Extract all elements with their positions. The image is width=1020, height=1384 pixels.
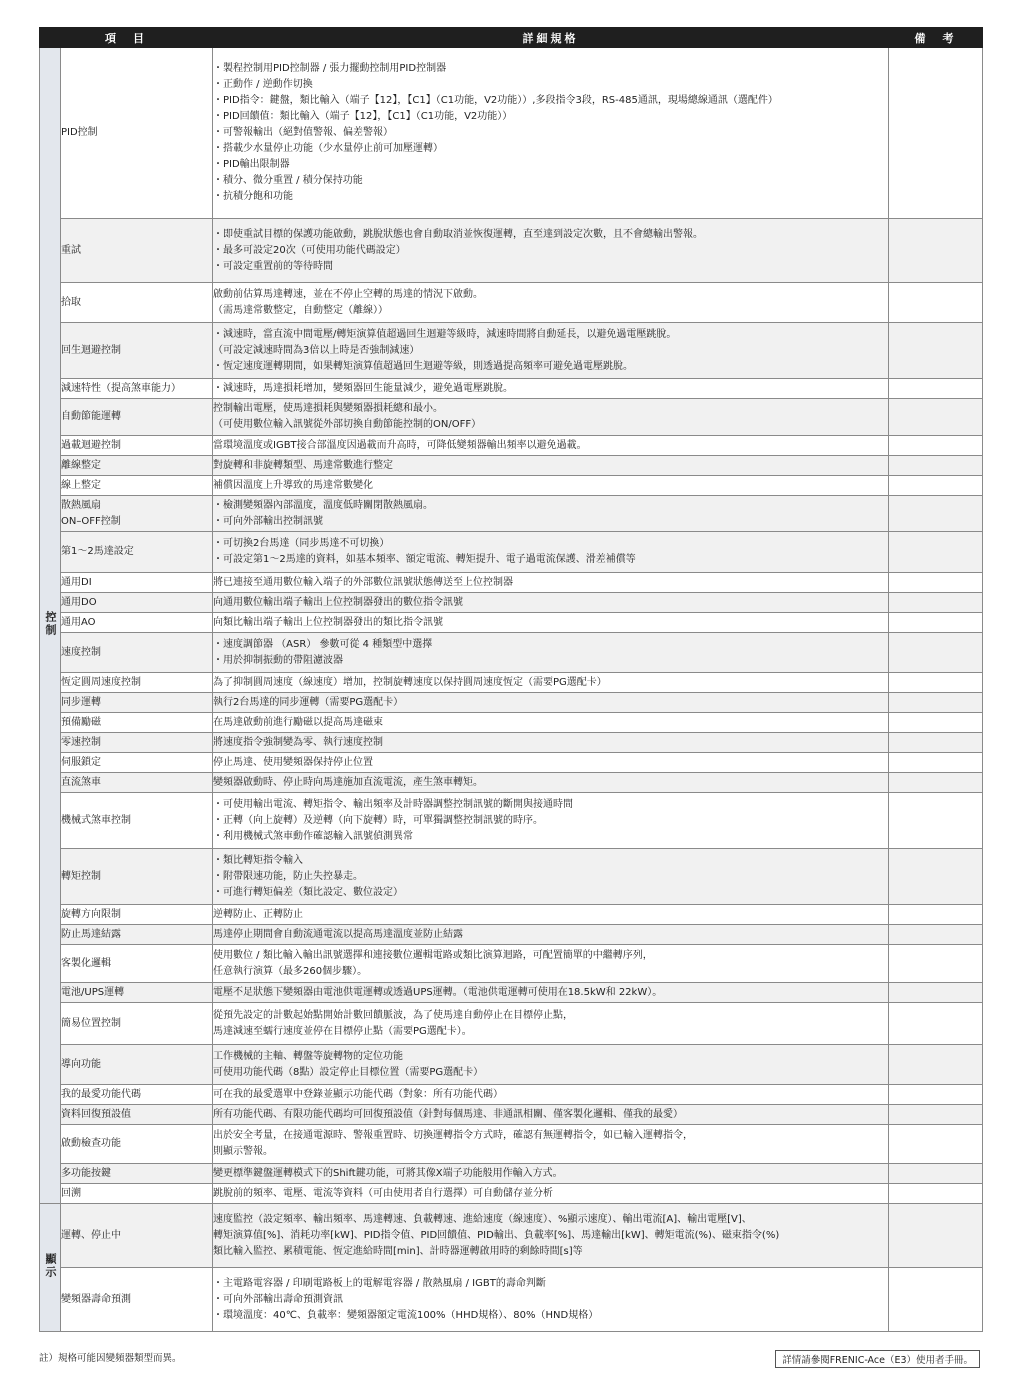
detail-cell: [213, 1164, 889, 1184]
note-cell: [889, 456, 983, 476]
item-label: 減速特性（提高煞車能力）: [61, 382, 181, 394]
detail-line: ・搭載少水量停止功能（少水量停止前可加壓運轉）: [213, 143, 443, 154]
note-cell: [889, 1045, 983, 1085]
detail-line: ・PID回饋值：類比輸入（端子【12】，【C1】（C1功能，V2功能））: [213, 111, 513, 122]
spec-row: [40, 753, 983, 773]
item-label: 自動節能運轉: [61, 411, 121, 422]
detail-cell: [213, 983, 889, 1003]
item-label: 運轉、停止中: [61, 1229, 121, 1241]
note-cell: [889, 713, 983, 733]
detail-line: ・速度調節器 （ASR） 參數可從 4 種類型中選擇: [213, 638, 433, 650]
item-label: 通用DI: [61, 576, 92, 588]
spec-row: [40, 219, 983, 283]
spec-row: [40, 925, 983, 945]
detail-line: 速度監控（設定頻率、輸出頻率、馬達轉速、負載轉速、進給速度（線速度）、%顯示速度）、輸出電流[A]、輸出電壓[V]、: [213, 1213, 752, 1225]
item-label: 導向功能: [61, 1058, 101, 1070]
item-cell: [61, 1268, 213, 1332]
detail-line: ・可設定重置前的等待時間: [213, 260, 333, 272]
detail-line: ・PID輸出限制器: [213, 159, 290, 170]
detail-line: 控制輸出電壓，使馬達損耗與變頻器損耗總和最小。: [213, 403, 443, 414]
spec-table: [39, 27, 983, 1332]
item-label: 同步運轉: [61, 696, 101, 708]
item-cell: [61, 753, 213, 773]
note-cell: [889, 753, 983, 773]
item-cell: [61, 593, 213, 613]
item-cell: [61, 733, 213, 753]
note-cell: [889, 436, 983, 456]
item-cell: [61, 1003, 213, 1045]
note-cell: [889, 1184, 983, 1204]
detail-line: ・減速時，當直流中間電壓/轉矩演算值超過回生迴避等級時，減速時間將自動延長，以避免過電壓跳脫。: [213, 328, 677, 340]
detail-line: 所有功能代碼、有限功能代碼均可回復預設值（針對每個馬達、非通訊相關、僅客製化邏輯、僅我的最愛）: [213, 1108, 683, 1120]
note-cell: [889, 496, 983, 532]
item-cell: [61, 573, 213, 593]
spec-row: [40, 1268, 983, 1332]
note-cell: [889, 945, 983, 983]
detail-line: 馬達停止期間會自動流通電流以提高馬達溫度並防止結露: [213, 928, 463, 940]
detail-cell: [213, 793, 889, 849]
detail-line: ・抗積分飽和功能: [213, 191, 293, 202]
note-cell: [889, 1085, 983, 1105]
detail-line: 變頻器啟動時、停止時向馬達施加直流電流，產生煞車轉矩。: [213, 776, 483, 788]
detail-line: ・最多可設定20次（可使用功能代碼設定）: [213, 244, 406, 256]
item-cell: [61, 1045, 213, 1085]
note-cell: [889, 593, 983, 613]
spec-row: [40, 945, 983, 983]
spec-row: [40, 1125, 983, 1164]
spec-row: [40, 593, 983, 613]
detail-line: 跳脫前的頻率、電壓、電流等資料（可由使用者自行選擇）可自動儲存並分析: [213, 1187, 553, 1199]
item-cell: [61, 1125, 213, 1164]
note-cell: [889, 1164, 983, 1184]
detail-cell: [213, 476, 889, 496]
spec-row: [40, 1003, 983, 1045]
item-label: 回溯: [61, 1187, 81, 1199]
detail-line: 停止馬達、使用變頻器保持停止位置: [213, 756, 373, 768]
item-label: 簡易位置控制: [61, 1017, 121, 1029]
spec-row: [40, 48, 983, 219]
item-cell: [61, 1184, 213, 1204]
item-label: 機械式煞車控制: [61, 814, 131, 826]
spec-row: [40, 456, 983, 476]
detail-line: 出於安全考量，在接通電源時、警報重置時、切換運轉指令方式時，確認有無運轉指令，如已輸入運轉指令，: [213, 1130, 693, 1141]
detail-cell: [213, 1085, 889, 1105]
note-cell: [889, 1204, 983, 1268]
item-label: 防止馬達結露: [61, 928, 121, 940]
footnote: 註）規格可能因變頻器類型而異。: [39, 1353, 182, 1364]
note-cell: [889, 925, 983, 945]
detail-cell: [213, 379, 889, 399]
item-cell: [61, 849, 213, 905]
detail-line: ・可切換2台馬達（同步馬達不可切換）: [213, 538, 390, 549]
manual-reference: 詳情請參閱FRENIC-Ace（E3）使用者手冊。: [775, 1350, 980, 1368]
note-cell: [889, 905, 983, 925]
detail-line: ・類比轉矩指令輸入: [213, 854, 303, 866]
detail-line: 執行2台馬達的同步運轉（需要PG選配卡）: [213, 696, 404, 708]
item-label: 轉矩控制: [61, 870, 101, 882]
detail-line: （需馬達常數整定，自動整定（離線））: [213, 304, 388, 316]
item-label: 通用DO: [61, 596, 97, 608]
detail-cell: [213, 905, 889, 925]
item-cell: [61, 633, 213, 673]
detail-cell: [213, 399, 889, 436]
detail-line: 工作機械的主軸、轉盤等旋轉物的定位功能: [213, 1050, 403, 1062]
item-cell: [61, 476, 213, 496]
item-cell: [61, 532, 213, 573]
item-label: 速度控制: [61, 646, 101, 658]
detail-cell: [213, 456, 889, 476]
note-cell: [889, 532, 983, 573]
detail-line: 向類比輸出端子輸出上位控制器發出的類比指令訊號: [213, 616, 443, 628]
detail-line: ・檢測變頻器內部溫度，溫度低時關閉散熱風扇。: [213, 499, 433, 511]
spec-row: [40, 379, 983, 399]
spec-row: [40, 1204, 983, 1268]
item-cell: [61, 436, 213, 456]
spec-row: [40, 573, 983, 593]
spec-row: [40, 532, 983, 573]
item-cell: [61, 793, 213, 849]
spec-row: [40, 1085, 983, 1105]
spec-row: [40, 1164, 983, 1184]
item-label: 多功能按鍵: [61, 1167, 111, 1179]
item-label: 零速控制: [61, 736, 101, 748]
item-label: 重試: [61, 244, 81, 256]
detail-line: ・恆定速度運轉期間，如果轉矩演算值超過回生迴避等級，則透過提高頻率可避免過電壓跳脫。: [213, 360, 633, 372]
category-display: [40, 1204, 61, 1332]
detail-line: ・可向外部輸出壽命預測資訊: [213, 1293, 343, 1305]
spec-row: [40, 633, 983, 673]
note-cell: [889, 283, 983, 323]
item-cell: [61, 283, 213, 323]
detail-cell: [213, 593, 889, 613]
detail-line: 將速度指令強制變為零、執行速度控制: [213, 736, 383, 748]
note-cell: [889, 399, 983, 436]
spec-row: [40, 436, 983, 456]
detail-line: 啟動前估算馬達轉速，並在不停止空轉的馬達的情況下啟動。: [213, 288, 483, 300]
note-cell: [889, 219, 983, 283]
spec-table-body: [40, 48, 983, 1332]
item-label: 恆定圓周速度控制: [61, 676, 141, 688]
detail-line: ・積分、微分重置 / 積分保持功能: [213, 175, 363, 186]
item-cell: [61, 983, 213, 1003]
note-cell: [889, 849, 983, 905]
item-label: 回生迴避控制: [61, 344, 121, 356]
item-cell: [61, 905, 213, 925]
detail-cell: [213, 1184, 889, 1204]
detail-line: ・環境溫度：40℃、負載率：變頻器額定電流100%（HHD規格）、80%（HND規格）: [213, 1309, 599, 1321]
detail-line: 則顯示警報。: [213, 1146, 273, 1157]
item-cell: [61, 945, 213, 983]
item-label: 客製化邏輯: [61, 957, 111, 969]
item-cell: [61, 773, 213, 793]
detail-line: 向通用數位輸出端子輸出上位控制器發出的數位指令訊號: [213, 596, 463, 608]
detail-line: 任意執行演算（最多260個步驟）。: [213, 965, 368, 977]
detail-line: ・可向外部輸出控制訊號: [213, 515, 323, 527]
detail-line: 逆轉防止、正轉防止: [213, 908, 303, 920]
item-cell: [61, 399, 213, 436]
detail-line: 可在我的最愛選單中登錄並顯示功能代碼（對象：所有功能代碼）: [213, 1088, 503, 1100]
detail-cell: [213, 613, 889, 633]
detail-line: ・即使重試目標的保護功能啟動，跳脫狀態也會自動取消並恢復運轉，直至達到設定次數，且不會總輸出警報。: [213, 228, 703, 240]
note-cell: [889, 613, 983, 633]
spec-row: [40, 1184, 983, 1204]
item-cell: [61, 1164, 213, 1184]
item-cell: [61, 693, 213, 713]
detail-line: 當環境溫度或IGBT接合部溫度因過載而升高時，可降低變頻器輸出頻率以避免過載。: [213, 439, 587, 451]
item-cell: [61, 456, 213, 476]
detail-line: ・PID指令：鍵盤，類比輸入（端子【12】，【C1】（C1功能，V2功能））,多段指令3段，RS-485通訊，現場總線通訊（選配件）: [213, 95, 778, 106]
header-item: 項 目: [40, 28, 213, 48]
item-label: 預備勵磁: [61, 716, 101, 728]
detail-cell: [213, 1045, 889, 1085]
spec-table-header: [40, 28, 983, 48]
detail-cell: [213, 945, 889, 983]
note-cell: [889, 793, 983, 849]
detail-line: ・用於抑制振動的帶阻濾波器: [213, 654, 343, 666]
item-label: 電池/UPS運轉: [61, 986, 125, 998]
note-cell: [889, 1125, 983, 1164]
item-label: ON–OFF控制: [61, 515, 121, 527]
item-label: 啟動檢查功能: [61, 1138, 121, 1149]
spec-row: [40, 773, 983, 793]
detail-cell: [213, 1204, 889, 1268]
detail-line: 可使用功能代碼（8點）設定停止目標位置（需要PG選配卡）: [213, 1066, 484, 1078]
detail-cell: [213, 925, 889, 945]
note-cell: [889, 693, 983, 713]
note-cell: [889, 633, 983, 673]
item-cell: [61, 613, 213, 633]
detail-cell: [213, 573, 889, 593]
detail-line: 在馬達啟動前進行勵磁以提高馬達磁束: [213, 716, 383, 728]
spec-row: [40, 283, 983, 323]
spec-row: [40, 983, 983, 1003]
note-cell: [889, 323, 983, 379]
category-control: [40, 48, 61, 1204]
detail-line: 補償因溫度上升導致的馬達常數變化: [213, 479, 373, 491]
detail-line: 電壓不足狀態下變頻器由電池供電運轉或透過UPS運轉。（電池供電運轉可使用在18.5kW和 22kW）。: [213, 986, 663, 998]
spec-row: [40, 733, 983, 753]
item-label: 變頻器壽命預測: [61, 1293, 131, 1305]
note-cell: [889, 673, 983, 693]
item-label: 散熱風扇: [61, 499, 101, 511]
detail-line: ・可警報輸出（絕對值警報、偏差警報）: [213, 127, 393, 138]
note-cell: [889, 48, 983, 219]
detail-cell: [213, 1105, 889, 1125]
detail-line: ・利用機械式煞車動作確認輸入訊號偵測異常: [213, 830, 413, 842]
detail-cell: [213, 219, 889, 283]
detail-line: 馬達減速至蠕行速度並停在目標停止點（需要PG選配卡）。: [213, 1025, 472, 1037]
spec-row: [40, 673, 983, 693]
spec-row: [40, 793, 983, 849]
detail-line: ・可使用輸出電流、轉矩指令、輸出頻率及計時器調整控制訊號的斷開與接通時間: [213, 798, 573, 810]
detail-cell: [213, 323, 889, 379]
detail-cell: [213, 48, 889, 219]
detail-cell: [213, 693, 889, 713]
item-cell: [61, 925, 213, 945]
spec-row: [40, 1045, 983, 1085]
item-cell: [61, 219, 213, 283]
item-cell: [61, 673, 213, 693]
item-label: 第1～2馬達設定: [61, 546, 134, 557]
detail-cell: [213, 1125, 889, 1164]
note-cell: [889, 1003, 983, 1045]
note-cell: [889, 773, 983, 793]
detail-line: ・正轉（向上旋轉）及逆轉（向下旋轉）時，可單獨調整控制訊號的時序。: [213, 814, 543, 826]
detail-cell: [213, 436, 889, 456]
spec-row: [40, 613, 983, 633]
detail-cell: [213, 753, 889, 773]
spec-row: [40, 849, 983, 905]
item-cell: [61, 713, 213, 733]
detail-cell: [213, 1268, 889, 1332]
note-cell: [889, 733, 983, 753]
note-cell: [889, 573, 983, 593]
note-cell: [889, 983, 983, 1003]
spec-row: [40, 496, 983, 532]
item-cell: [61, 1085, 213, 1105]
item-label: 直流煞車: [61, 776, 101, 788]
header-detail: 詳細規格: [213, 28, 889, 48]
spec-row: [40, 323, 983, 379]
note-cell: [889, 379, 983, 399]
detail-line: ・可設定第1～2馬達的資料，如基本頻率、額定電流、轉矩提升、電子過電流保護、滑差補償等: [213, 554, 636, 565]
spec-row: [40, 905, 983, 925]
detail-cell: [213, 633, 889, 673]
spec-row: [40, 693, 983, 713]
detail-line: ・可進行轉矩偏差（類比設定、數位設定）: [213, 886, 403, 898]
item-label: 通用AO: [61, 616, 96, 628]
detail-line: （可設定減速時間為3倍以上時是否強制減速）: [213, 344, 420, 356]
detail-line: 從預先設定的計數起始點開始計數回饋脈波，為了使馬達自動停止在目標停止點，: [213, 1009, 573, 1021]
category-label: 控制: [44, 611, 57, 637]
detail-line: ・減速時，馬達損耗增加，變頻器回生能量減少，避免過電壓跳脫。: [213, 382, 513, 394]
item-cell: [61, 1105, 213, 1125]
detail-line: ・主電路電容器 / 印刷電路板上的電解電容器 / 散熱風扇 / IGBT的壽命判斷: [213, 1277, 546, 1289]
spec-row: [40, 1105, 983, 1125]
detail-cell: [213, 733, 889, 753]
detail-cell: [213, 713, 889, 733]
detail-line: 將已連接至通用數位輸入端子的外部數位訊號狀態傳送至上位控制器: [213, 576, 513, 588]
category-label: 顯示: [44, 1253, 57, 1279]
detail-cell: [213, 673, 889, 693]
detail-line: ・製程控制用PID控制器 / 張力擺動控制用PID控制器: [213, 63, 447, 74]
item-cell: [61, 379, 213, 399]
detail-cell: [213, 849, 889, 905]
header-note: 備 考: [889, 28, 983, 48]
item-cell: [61, 48, 213, 219]
item-label: 我的最愛功能代碼: [61, 1088, 141, 1100]
detail-line: 為了抑制圓周速度（線速度）增加，控制旋轉速度以保持圓周速度恆定（需要PG選配卡）: [213, 676, 607, 688]
note-cell: [889, 1268, 983, 1332]
detail-line: 使用數位 / 類比輸入輸出訊號選擇和連接數位邏輯電路或類比演算迴路，可配置簡單的中繼轉序列，: [213, 949, 653, 961]
detail-line: ・正動作 / 逆動作切換: [213, 79, 313, 90]
spec-row: [40, 713, 983, 733]
detail-line: 類比輸入監控、累積電能、恆定進給時間[min]、計時器運轉啟用時的剩餘時間[s]等: [213, 1245, 583, 1257]
item-label: PID控制: [61, 127, 98, 138]
item-cell: [61, 323, 213, 379]
spec-row: [40, 399, 983, 436]
detail-line: 變更標準鍵盤運轉模式下的Shift鍵功能，可將其像X端子功能般用作輸入方式。: [213, 1167, 563, 1179]
detail-line: ・附帶限速功能，防止失控暴走。: [213, 870, 363, 882]
item-label: 過載迴避控制: [61, 439, 121, 451]
item-cell: [61, 1204, 213, 1268]
detail-cell: [213, 1003, 889, 1045]
note-cell: [889, 1105, 983, 1125]
spec-row: [40, 476, 983, 496]
item-label: 拾取: [61, 296, 81, 308]
detail-cell: [213, 283, 889, 323]
item-label: 旋轉方向限制: [61, 908, 121, 920]
detail-line: 轉矩演算值[%]、消耗功率[kW]、PID指令值、PID回饋值、PID輸出、負載率[%]、馬達輸出[kW]、轉矩電流(%)、磁束指令(%): [213, 1229, 780, 1241]
detail-line: （可使用數位輸入訊號從外部切換自動節能控制的ON/OFF）: [213, 419, 482, 430]
item-label: 伺服鎖定: [61, 756, 101, 768]
item-cell: [61, 496, 213, 532]
detail-line: 對旋轉和非旋轉類型、馬達常數進行整定: [213, 459, 393, 471]
item-label: 離線整定: [61, 459, 101, 471]
note-cell: [889, 476, 983, 496]
detail-cell: [213, 532, 889, 573]
item-label: 線上整定: [61, 479, 101, 491]
detail-cell: [213, 496, 889, 532]
item-label: 資料回復預設值: [61, 1108, 131, 1120]
detail-cell: [213, 773, 889, 793]
